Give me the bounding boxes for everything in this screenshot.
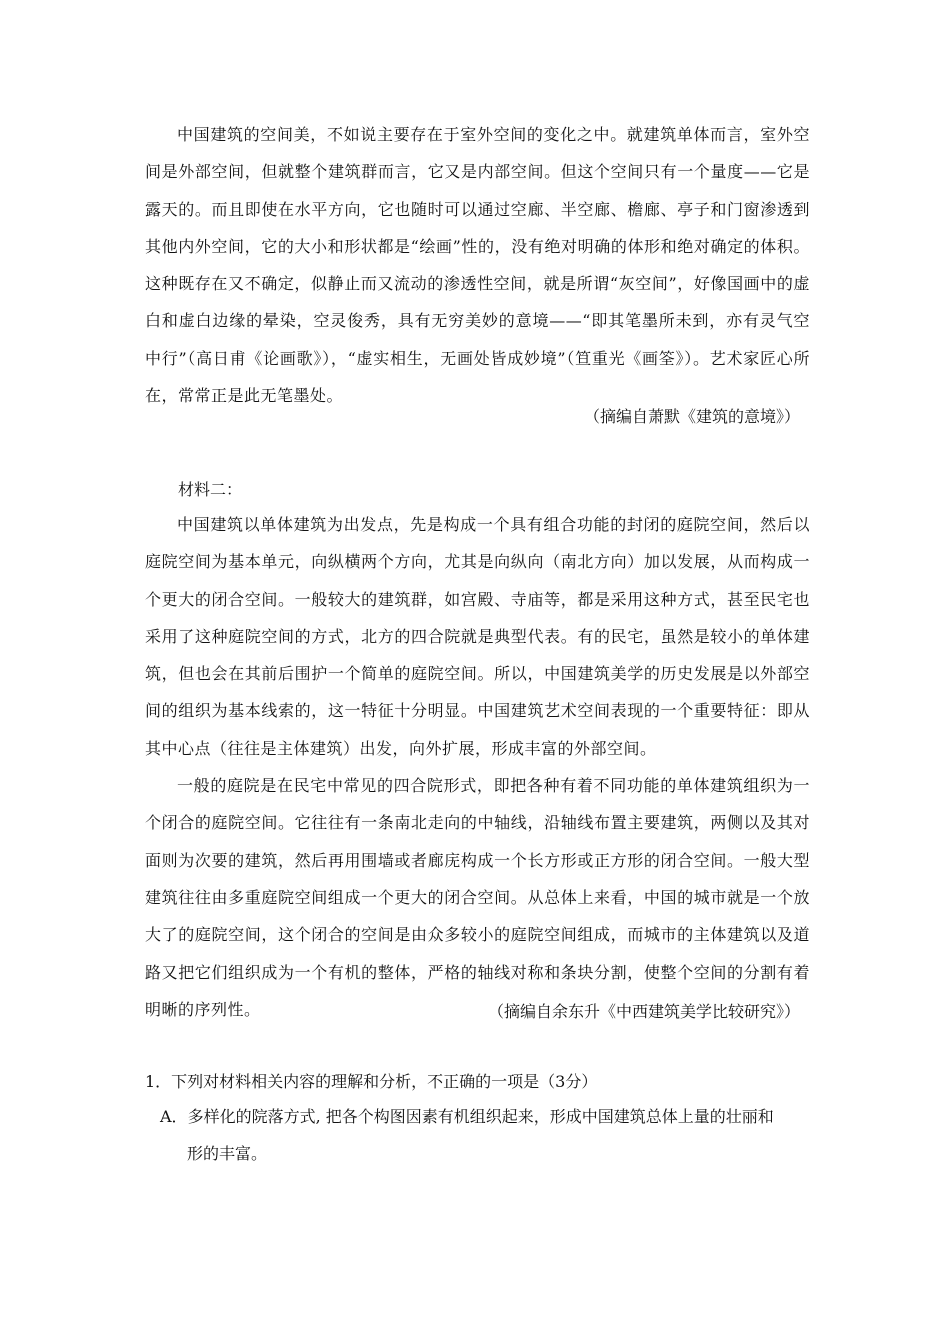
material2-source: （摘编自余东升《中西建筑美学比较研究》） [487, 1002, 800, 1021]
question-1-option-a[interactable] [160, 1098, 810, 1172]
material2-heading: 材料二： [178, 480, 243, 499]
option-a-letter: A． [160, 1107, 188, 1126]
material2-paragraph-2: 一般的庭院是在民宅中常见的四合院形式，即把各种有着不同功能的单体建筑组织为一个闭合的庭院空间。它往往有一条南北走向的中轴线，沿轴线布置主要建筑，两侧以及其对面则为次要的建筑，然后再用围墙或者廊庑构成一个长方形或正方形的闭合空间。一般大型建筑往往由多重庭院空间组成一个更大的闭合空间。从总体上来看，中国的城市就是一个放大了的庭院空间，这个闭合的空间是由众多较小的庭院空间组成，而城市的主体建筑以及道路又把它们组织成为一个有机的整体，严格的轴线对称和条块分割，使整个空间的分割有着明晰的序列性。 [145, 776, 810, 1019]
material1-source: （摘编自萧默《建筑的意境》） [583, 407, 800, 426]
material1-block [145, 116, 810, 414]
option-a-text-line2: 形的丰富。 [187, 1144, 268, 1163]
material2-paragraph-1: 中国建筑以单体建筑为出发点，先是构成一个具有组合功能的封闭的庭院空间，然后以庭院空间为基本单元，向纵横两个方向，尤其是向纵向（南北方向）加以发展，从而构成一个更大的闭合空间。一般较大的建筑群，如宫殿、寺庙等，都是采用这种方式，甚至民宅也采用了这种庭院空间的方式，北方的四合院就是典型代表。有的民宅，虽然是较小的单体建筑，但也会在其前后围护一个简单的庭院空间。所以，中国建筑美学的历史发展是以外部空间的组织为基本线索的，这一特征十分明显。中国建筑艺术空间表现的一个重要特征：即从其中心点（往往是主体建筑）出发，向外扩展，形成丰富的外部空间。 [145, 515, 810, 758]
question-1-stem: 1．下列对材料相关内容的理解和分析，不正确的一项是（3分） [145, 1072, 598, 1091]
material1-paragraph: 中国建筑的空间美，不如说主要存在于室外空间的变化之中。就建筑单体而言，室外空间是外部空间，但就整个建筑群而言，它又是内部空间。但这个空间只有一个量度——它是露天的。而且即使在水平方向，它也随时可以通过空廊、半空廊、檐廊、亭子和门窗渗透到其他内外空间，它的大小和形状都是“绘画”性的，没有绝对明确的体形和绝对确定的体积。这种既存在又不确定，似静止而又流动的渗透性空间，就是所谓“灰空间”，好像国画中的虚白和虚白边缘的晕染，空灵俊秀，具有无穷美妙的意境——“即其笔墨所未到，亦有灵气空中行”（高日甫《论画歌》），“虚实相生，无画处皆成妙境”（笪重光《画筌》）。艺术家匠心所在，常常正是此无笔墨处。 [145, 125, 810, 406]
material2-block [145, 506, 810, 1028]
option-a-text-line1: 多样化的院落方式, 把各个构图因素有机组织起来，形成中国建筑总体上量的壮丽和 [187, 1107, 774, 1126]
